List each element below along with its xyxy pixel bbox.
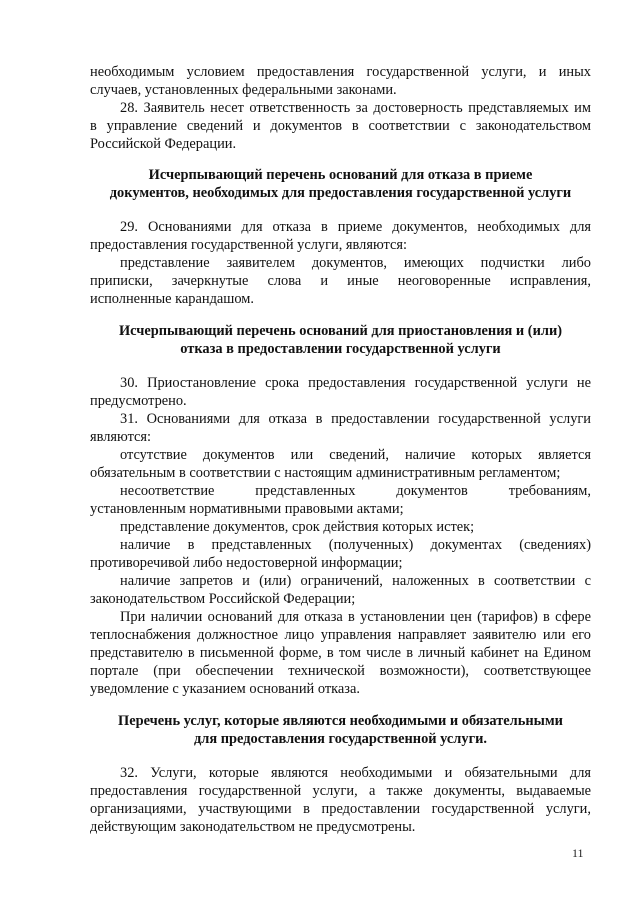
- section-heading: отказа в предоставлении государственной услуги: [180, 341, 501, 357]
- text-line: 31. Основаниями для отказа в предоставлении государственной услуги: [120, 411, 591, 427]
- text-line: представление заявителем документов, имеющих подчистки либо: [120, 255, 591, 271]
- text-line: Российской Федерации.: [90, 136, 237, 152]
- text-line: портале (при обеспечении технической возможности), соответствующее: [90, 663, 591, 679]
- section-heading: Исчерпывающий перечень оснований для отказа в приеме: [148, 167, 533, 183]
- text-line: в управление сведений и документов в соответствии с законодательством: [90, 118, 591, 134]
- text-line: предоставления государственной услуги, а также документы, выдаваемые: [90, 783, 591, 799]
- text-line: противоречивой либо недостоверной информации;: [90, 555, 403, 571]
- text-line: представление документов, срок действия которых истек;: [120, 519, 475, 535]
- text-line: уведомление с указанием оснований отказа.: [90, 681, 360, 697]
- text-line: исполненные карандашом.: [90, 291, 254, 307]
- text-line: организациями, участвующими в предоставлении государственной услуги,: [90, 801, 591, 817]
- text-line: 30. Приостановление срока предоставления государственной услуги не: [120, 375, 591, 391]
- text-line: необходимым условием предоставления государственной услуги, и иных: [90, 64, 591, 80]
- text-line: предоставления государственной услуги, являются:: [90, 237, 407, 253]
- section-heading: документов, необходимых для предоставления государственной услуги: [109, 185, 572, 201]
- text-line: отсутствие документов или сведений, наличие которых является: [120, 447, 591, 463]
- text-line: законодательством Российской Федерации;: [90, 591, 356, 607]
- text-line: 32. Услуги, которые являются необходимыми и обязательными для: [120, 765, 591, 781]
- text-line: 28. Заявитель несет ответственность за достоверность представляемых им: [120, 100, 591, 116]
- text-line: несоответствие представленных документов требованиям,: [120, 483, 591, 499]
- text-line: обязательным в соответствии с настоящим административным регламентом;: [90, 465, 561, 481]
- text-line: представителю в письменной форме, в том числе в личный кабинет на Едином: [90, 645, 591, 661]
- section-heading: Исчерпывающий перечень оснований для приостановления и (или): [118, 323, 563, 339]
- section-heading: Перечень услуг, которые являются необходимыми и обязательными: [118, 713, 563, 729]
- text-line: приписки, зачеркнутые слова и иные неоговоренные исправления,: [90, 273, 591, 289]
- text-line: 29. Основаниями для отказа в приеме документов, необходимых для: [120, 219, 591, 235]
- text-line: При наличии оснований для отказа в установлении цен (тарифов) в сфере: [120, 609, 591, 625]
- section-heading: для предоставления государственной услуги.: [194, 731, 487, 747]
- text-line: случаев, установленных федеральными законами.: [90, 82, 397, 98]
- text-line: наличие в представленных (полученных) документах (сведениях): [120, 537, 591, 553]
- text-line: теплоснабжения должностное лицо управления направляет заявителю или его: [90, 627, 591, 643]
- text-line: наличие запретов и (или) ограничений, наложенных в соответствии с: [120, 573, 591, 589]
- text-line: действующим законодательством не предусмотрены.: [90, 819, 416, 835]
- page-number: 11: [572, 846, 584, 860]
- text-line: предусмотрено.: [90, 393, 187, 409]
- text-line: установленным нормативными правовыми актами;: [90, 501, 404, 517]
- text-line: являются:: [90, 429, 152, 445]
